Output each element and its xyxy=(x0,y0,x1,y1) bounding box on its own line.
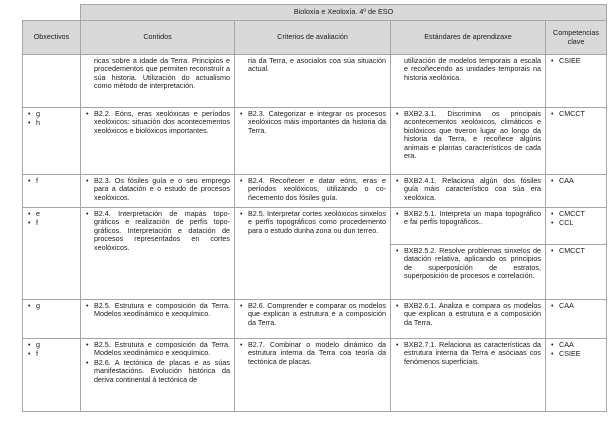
competences-cell xyxy=(546,245,607,300)
header-competences: Competencias clave xyxy=(546,21,607,55)
standards-item: • BXB2.3.1. Discrimina os principais acontecementos xeolóxicos, climáticos e biolóxicos que tiveron lugar ao longo da historia da Terra, e recoñece algúns animais e plantas característicos de cada era. xyxy=(395,110,541,160)
competence-item: • CSIEE xyxy=(550,57,602,65)
competence-item: • CSIEE xyxy=(550,350,602,358)
table-row xyxy=(23,208,607,245)
table-row xyxy=(23,55,607,108)
contents-item: • B2.6. A tectónica de placas e as súas manifestacións. Evolución histórica da deriva continental á tectónica de xyxy=(85,359,230,384)
competences-cell xyxy=(546,55,607,108)
standards-item: • BXB2.7.1. Relaciona as características da estrutura interna da Terra e asóciaas cos fenómenos superficiais. xyxy=(395,341,541,366)
objectives-cell xyxy=(23,55,81,108)
standards-item: • BXB2.6.1. Analiza e compara os modelos que explican a estrutura e a composición da Terra. xyxy=(395,302,541,327)
objective-item: • e xyxy=(27,210,76,218)
table-row xyxy=(23,108,607,175)
criteria-cell xyxy=(235,300,391,339)
competence-item: • CAA xyxy=(550,341,602,349)
standards-cell xyxy=(391,339,546,412)
column-header-row xyxy=(23,21,607,55)
standards-item: • BXB2.5.1. Interpreta un mapa topográfico e fai perfís topográficos.. xyxy=(395,210,541,227)
standards-item: utilización de modelos temporais a escala e recoñecendo as unidades temporais na historia xeolóxica. xyxy=(404,56,541,82)
table-title: Bioloxía e Xeoloxía. 4º de ESO xyxy=(81,5,607,21)
table-title-row xyxy=(23,5,607,21)
competences-cell xyxy=(546,175,607,208)
contents-cell xyxy=(81,175,235,208)
table-row xyxy=(23,175,607,208)
competence-item: • CAA xyxy=(550,302,602,310)
objective-item: • h xyxy=(27,119,76,127)
objective-item: • g xyxy=(27,110,76,118)
contents-cell xyxy=(81,339,235,412)
competence-item: • CMCCT xyxy=(550,247,602,255)
objectives-cell xyxy=(23,208,81,300)
contents-cell xyxy=(81,108,235,175)
header-objectives: Obxectivos xyxy=(23,21,81,55)
criteria-item: • B2.3. Categorizar e integrar os procesos xeolóxicos máis importantes da historia da Terra. xyxy=(239,110,386,135)
standards-cell xyxy=(391,108,546,175)
criteria-cell xyxy=(235,208,391,300)
competence-item: • CMCCT xyxy=(550,210,602,218)
standards-cell xyxy=(391,175,546,208)
objective-item: • f xyxy=(27,177,76,185)
objectives-cell xyxy=(23,108,81,175)
objective-item: • g xyxy=(27,302,76,310)
competences-cell xyxy=(546,300,607,339)
competence-item: • CMCCT xyxy=(550,110,602,118)
criteria-cell xyxy=(235,55,391,108)
standards-item: • BXB2.4.1. Relaciona algún dos fósiles guía máis característico coa súa era xeolóxica. xyxy=(395,177,541,202)
standards-item: • BXB2.5.2. Resolve problemas sinxelos de datación relativa, aplicando os principios de superposición de estratos, superposición de procesos e correlación. xyxy=(395,247,541,281)
curriculum-table xyxy=(22,4,607,412)
header-standards: Estándares de aprendizaxe xyxy=(391,21,546,55)
criteria-cell xyxy=(235,108,391,175)
criteria-item: • B2.4. Recoñecer e datar eóns, eras e períodos xeolóxicos, utilizando o coñecemento dos fósiles guía. xyxy=(239,177,386,202)
competences-cell xyxy=(546,339,607,412)
objective-item: • f xyxy=(27,219,76,227)
criteria-item: ria da Terra, e asocialos coa súa situación actual. xyxy=(248,56,386,74)
header-criteria: Criterios de avaliación xyxy=(235,21,391,55)
criteria-cell xyxy=(235,175,391,208)
contents-item: • B2.4. Interpretación de mapas topográficos e realización de perfís topográficos. Interpretación e datación de procesos representados en cortes xeolóxicos. xyxy=(85,210,230,252)
objective-item: • g xyxy=(27,341,76,349)
criteria-item: • B2.7. Combinar o modelo dinámico da estrutura interna da Terra coa teoría da tectónica de placas. xyxy=(239,341,386,366)
criteria-item: • B2.5. Interpretar cortes xeolóxicos sinxelos e perfís topográficos como procedemento para o estudo dunha zona ou dun terreo. xyxy=(239,210,386,235)
contents-item: • B2.5. Estrutura e composición da Terra. Modelos xeodinámico e xeoquímico. xyxy=(85,302,230,319)
contents-item: • B2.3. Os fósiles guía e o seu emprego para a datación e o estudo de procesos xeolóxicos. xyxy=(85,177,230,202)
table-row xyxy=(23,300,607,339)
header-contents: Contidos xyxy=(81,21,235,55)
standards-cell xyxy=(391,300,546,339)
criteria-cell xyxy=(235,339,391,412)
curriculum-document xyxy=(22,4,606,429)
competence-item: • CCL xyxy=(550,219,602,227)
objectives-cell xyxy=(23,339,81,412)
contents-cell xyxy=(81,208,235,300)
objectives-cell xyxy=(23,175,81,208)
standards-cell xyxy=(391,245,546,300)
competences-cell xyxy=(546,208,607,245)
table-row xyxy=(23,339,607,412)
contents-item: • B2.2. Eóns, eras xeolóxicas e períodos xeolóxicos: situación dos acontecementos xeolóxicos e biolóxicos importantes. xyxy=(85,110,230,135)
contents-cell xyxy=(81,55,235,108)
standards-cell xyxy=(391,55,546,108)
objectives-cell xyxy=(23,300,81,339)
contents-item: • B2.5. Estrutura e composición da Terra. Modelos xeodinámico e xeoquímico. xyxy=(85,341,230,358)
contents-cell xyxy=(81,300,235,339)
objective-item: • f xyxy=(27,350,76,358)
competence-item: • CAA xyxy=(550,177,602,185)
competences-cell xyxy=(546,108,607,175)
blank-corner-cell xyxy=(23,5,81,21)
contents-item: ricas sobre a idade da Terra. Principios e procedementos que permiten reconstruír a súa historia. Utilización do actualismo como método de interpretación. xyxy=(94,56,230,91)
standards-cell xyxy=(391,208,546,245)
criteria-item: • B2.6. Comprender e comparar os modelos que explican a estrutura e a composición da Terra. xyxy=(239,302,386,327)
